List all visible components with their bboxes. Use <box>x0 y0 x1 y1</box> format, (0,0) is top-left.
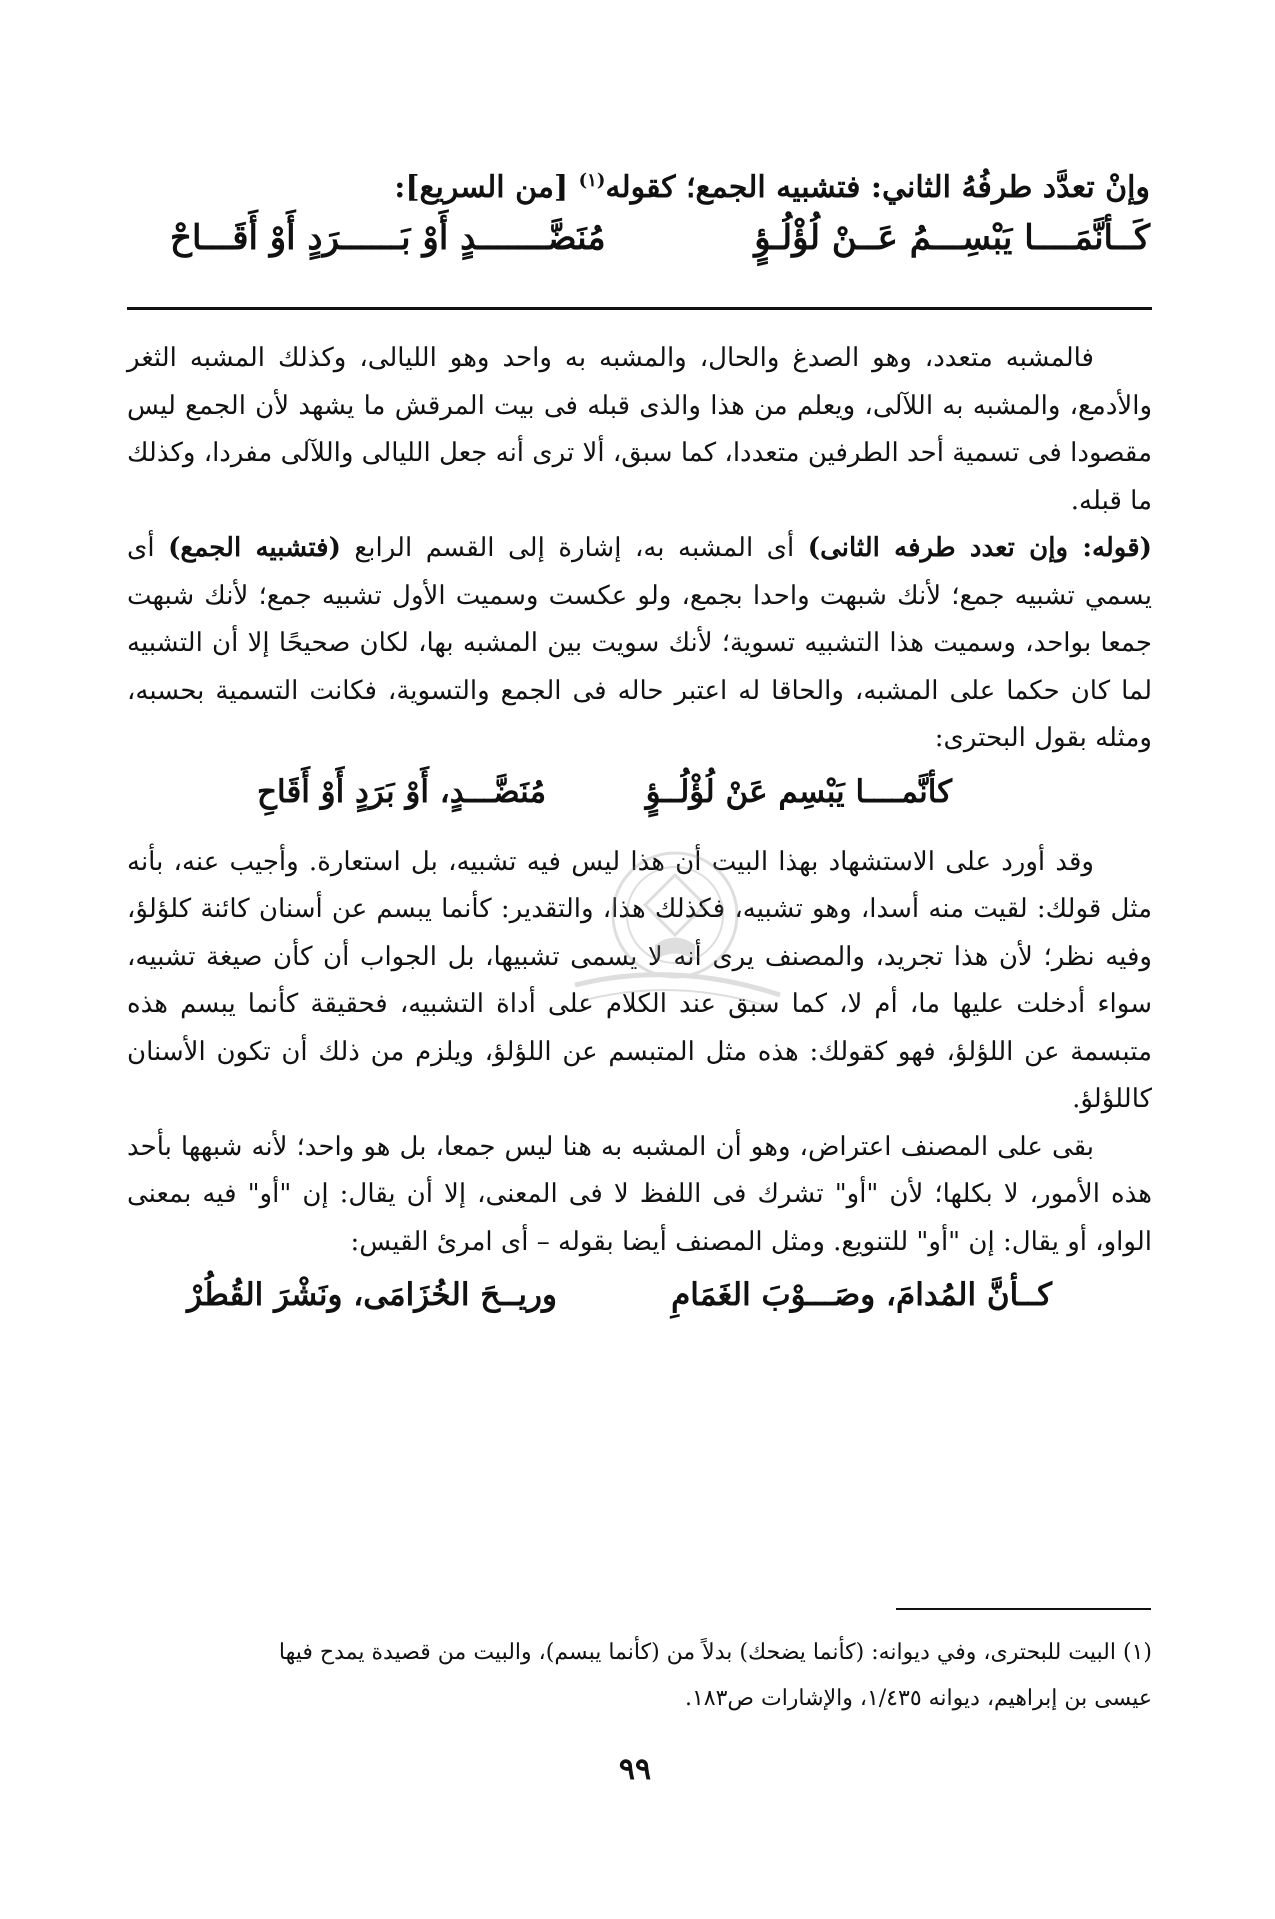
matn-heading <box>150 170 1150 205</box>
quote-marker: (قوله: وإن تعدد طرفه الثانى) <box>807 533 1152 563</box>
footnote-reference: (١) <box>578 170 606 191</box>
verse-first-hemistich: كَــأنَّمَــــا يَبْسِـــمُ عَــنْ لُؤْلُـؤٍ <box>754 218 1150 258</box>
term-marker: (فتشبيه الجمع) <box>168 533 341 563</box>
page-number: ٩٩ <box>618 1752 652 1787</box>
paragraph-2-text-b: أى يسمي تشبيه جمع؛ لأنك شبهت واحدا بجمع، ولو عكست وسميت الأول تشبيه جمع؛ لأنك شبهت جمعا بواحد، وسميت هذا التشبيه تسوية؛ لأنك سويت بين المشبه بها، لكان صحيحًا إلا أن التشبيه لما كان حكما على المشبه، والحاقا له اعتبر حاله فى الجمع والتسوية، فكانت التسمية بحسبه، ومثله بقول البحترى: <box>127 533 1152 753</box>
separator-rule <box>127 307 1152 310</box>
paragraph-4: بقى على المصنف اعتراض، وهو أن المشبه به هنا ليس جمعا، بل هو واحد؛ لأنه شبهها بأحد هذه الأمور، لا بكلها؛ لأن "أو" تشرك فى اللفظ لا فى المعنى، إلا أن يقال: إن "أو" فيه بمعنى الواو، أو يقال: إن "أو" للتنويع. ومثل المصنف أيضا بقوله – أى امرئ القيس: <box>127 1131 1152 1257</box>
verse-second-hemistich: وريــحَ الخُزَامَى، ونَشْرَ القُطُرْ <box>187 1277 557 1313</box>
footnote <box>127 1630 1152 1722</box>
library-emblem-icon <box>555 835 795 1015</box>
matn-verse <box>150 218 1150 268</box>
verse-second-hemistich: مُنَضَّـــــــدٍ أَوْ بَــــــرَدٍ أَوْ أَقَـــاحْ <box>170 218 606 258</box>
paragraph-3: وقد أورد على الاستشهاد بهذا البيت أن هذا ليس فيه تشبيه، بل استعارة. وأجيب عنه، بأنه مثل قولك: لقيت منه أسدا، وهو تشبيه، فكذلك هذا، والتقدير: كأنما يبسم عن أسنان كائنة كلؤلؤ، وفيه نظر؛ لأن هذا تجريد، والمصنف يرى أنه لا يسمى تشبيها، بل الجواب أن كأن صيغة تشبيه، سواء أدخلت عليها ما، أم لا، كما سبق عند الكلام على أداة التشبيه، فحقيقة كأنما يبسم هذه متبسمة عن اللؤلؤ، فهو كقولك: هذه مثل المتبسم عن اللؤلؤ، ويلزم من ذلك أن تكون الأسنان كاللؤلؤ. <box>127 846 1152 1114</box>
paragraph-2-text-a: أى المشبه به، إشارة إلى القسم الرابع <box>340 533 808 563</box>
footnote-line-2: عيسى بن إبراهيم، ديوانه ١/٤٣٥، والإشارات ص١٨٣. <box>684 1686 1152 1711</box>
paragraph-2 <box>127 525 1152 763</box>
commentary-body <box>127 335 1152 1328</box>
verse-second-hemistich: مُنَضَّـــدٍ، أَوْ بَرَدٍ أَوْ أَقَاحِ <box>257 773 547 810</box>
matn-heading-text: وإنْ تعدَّد طرفُهُ الثاني: فتشبيه الجمع؛ كقوله <box>605 170 1150 205</box>
verse-buhturi <box>127 763 1152 825</box>
verse-imru-al-qais <box>127 1266 1152 1328</box>
footnote-rule <box>896 1608 1151 1610</box>
verse-first-hemistich: كــأنَّ المُدامَ، وصَـــوْبَ الغَمَامِ <box>671 1277 1052 1313</box>
paragraph-1: فالمشبه متعدد، وهو الصدغ والحال، والمشبه به واحد وهو الليالى، وكذلك المشبه الثغر والأدمع، والمشبه به اللآلى، ويعلم من هذا والذى قبله فى بيت المرقش ما يشهد لأن الجمع ليس مقصودا فى تسمية أحد الطرفين متعددا، كما سبق، ألا ترى أنه جعل الليالى واللآلى مفردا، وكذلك ما قبله. <box>127 343 1152 516</box>
matn-meter: [من السريع]: <box>394 170 579 205</box>
footnote-line-1: (١) البيت للبحترى، وفي ديوانه: (كأنما يضحك) بدلاً من (كأنما يبسم)، والبيت من قصيدة يمدح فيها <box>278 1640 1152 1665</box>
verse-first-hemistich: كأنَّمــــا يَبْسِم عَنْ لُؤْلُــؤٍ <box>645 773 952 810</box>
